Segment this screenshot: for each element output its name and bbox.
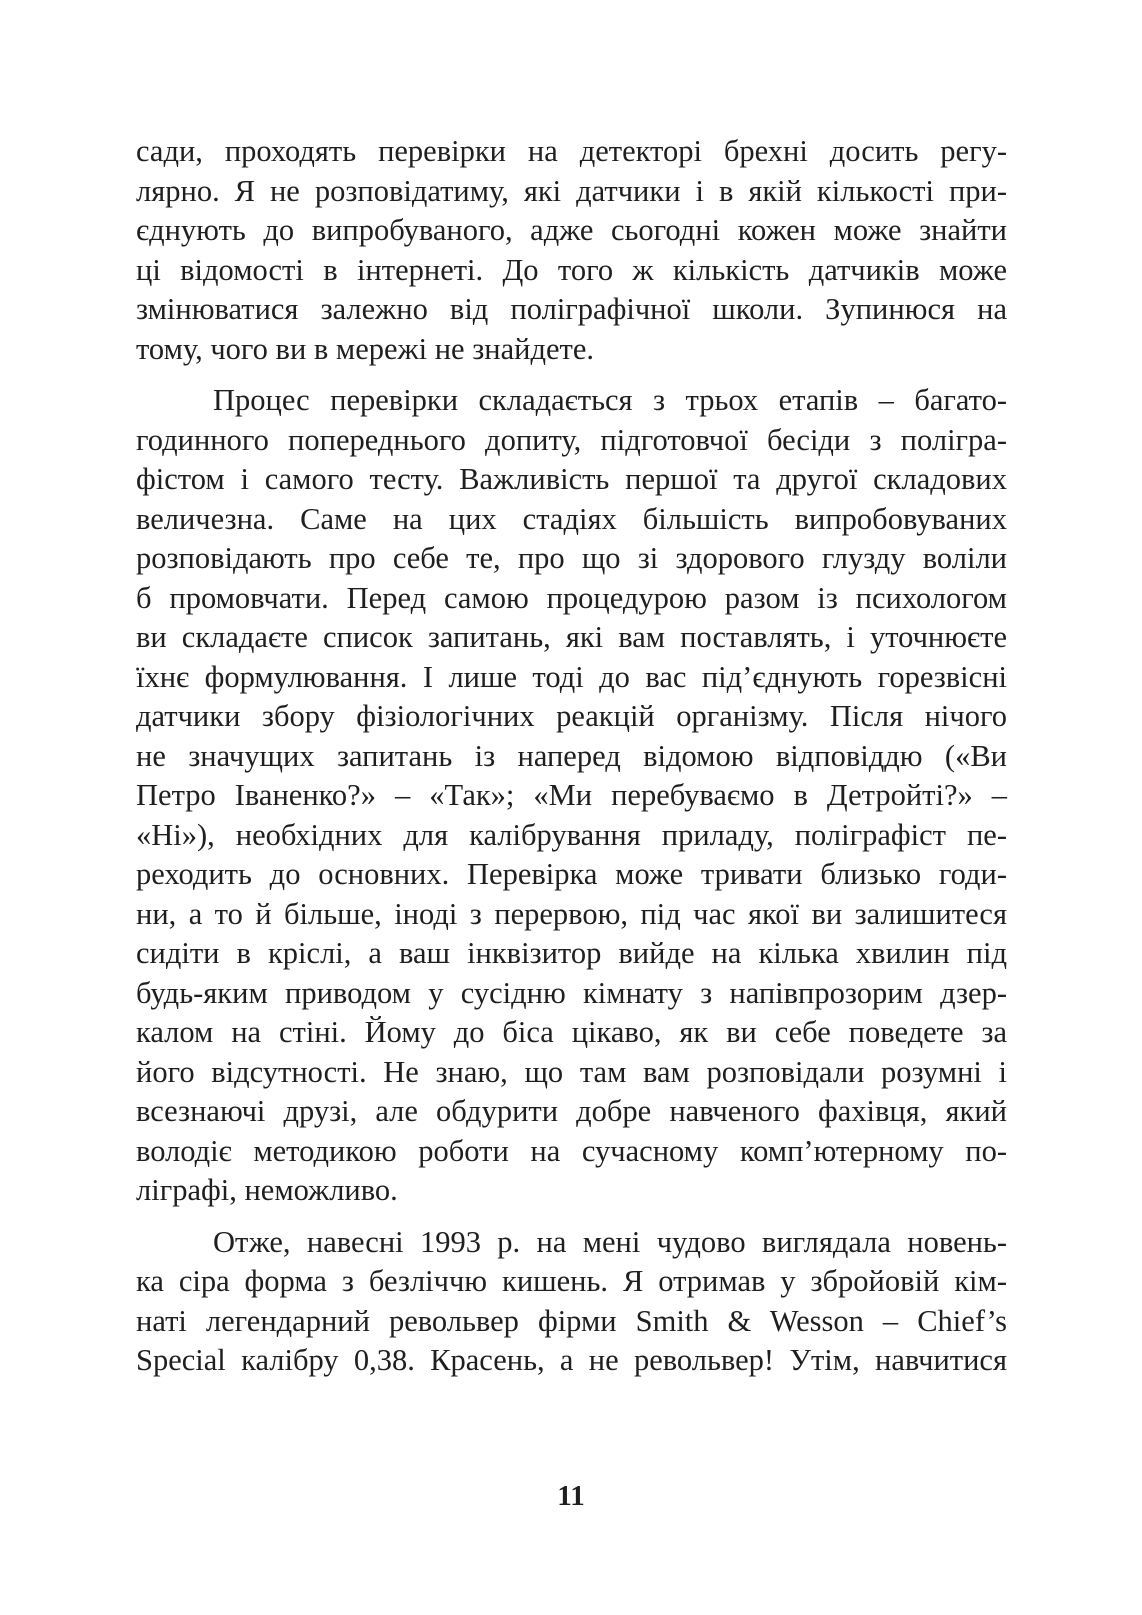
text-line: сади, проходять перевірки на детекторі брехні досить регу- (136, 134, 1007, 168)
text-line: ліграфі, неможливо. (136, 1173, 398, 1207)
text-line: годинного попереднього допиту, підготовчої бесіди з полігра- (136, 422, 1007, 457)
text-line: калом на стіні. Йому до біса цікаво, як ви себе поведете за (136, 1015, 1007, 1049)
text-line: Special калібру 0,38. Красень, а не револьвер! Утім, навчитися (136, 1343, 1007, 1377)
text-line: володіє методикою роботи на сучасному комп’ютерному по- (136, 1133, 1007, 1168)
text-line: не значущих запитань із наперед відомою відповіддю («Ви (136, 738, 1007, 773)
text-line: ви складаєте список запитань, які вам поставлять, і уточнюєте (136, 620, 1007, 654)
text-line: б промовчати. Перед самою процедурою разом із психологом (136, 580, 1007, 615)
paragraph-gap (136, 1211, 1007, 1223)
text-line: ни, а то й більше, іноді з перервою, під час якої ви залишитеся (136, 896, 1007, 931)
text-line: Петро Іваненко?» – «Так»; «Ми перебуваємо в Детройті?» – (136, 778, 1007, 812)
text-line: його відсутності. Не знаю, що там вам розповідали розумні і (136, 1054, 1007, 1089)
text-line: ці відомості в інтернеті. До того ж кількість датчиків може (136, 252, 1007, 287)
text-line: «Ні»), необхідних для калібрування приладу, поліграфіст пе- (136, 817, 1007, 852)
text-line: будь-яким приводом у сусідню кімнату з напівпрозорим дзер- (136, 975, 1007, 1010)
text-line: всезнаючі друзі, але обдурити добре навченого фахівця, який (136, 1094, 1007, 1128)
text-line: їхнє формулювання. І лише тоді до вас під’єднують горезвісні (136, 659, 1007, 694)
text-line: єднують до випробуваного, адже сьогодні кожен може знайти (136, 213, 1007, 247)
text-line: величезна. Саме на цих стадіях більшість випробовуваних (136, 501, 1007, 536)
text-line: сидіти в кріслі, а ваш інквізитор вийде на кілька хвилин під (136, 936, 1007, 970)
text-line: ка сіра форма з безліччю кишень. Я отримав у збройовій кім- (136, 1264, 1007, 1298)
text-line: розповідають про себе те, про що зі здорового глузду воліли (136, 541, 1007, 575)
page-number: 11 (557, 1480, 585, 1512)
text-line: фістом і самого тесту. Важливість першої та другої складових (136, 462, 1007, 496)
body-text (136, 132, 1007, 1381)
text-line: датчики збору фізіологічних реакцій організму. Після нічого (136, 699, 1007, 733)
text-line: Процес перевірки складається з трьох етапів – багато- (213, 383, 1007, 417)
text-line: наті легендарний револьвер фірми Smith & Wesson – Chief’s (136, 1303, 1007, 1338)
text-line: змінюватися залежно від поліграфічної школи. Зупинюся на (136, 292, 1007, 326)
text-line: реходить до основних. Перевірка може тривати близько годи- (136, 857, 1007, 891)
text-line: лярно. Я не розповідатиму, які датчики і в якій кількості при- (136, 173, 1007, 208)
paragraph-gap (136, 369, 1007, 381)
text-line: тому, чого ви в мережі не знайдете. (136, 331, 594, 366)
text-line: Отже, навесні 1993 р. на мені чудово виглядала новень- (213, 1224, 1007, 1259)
